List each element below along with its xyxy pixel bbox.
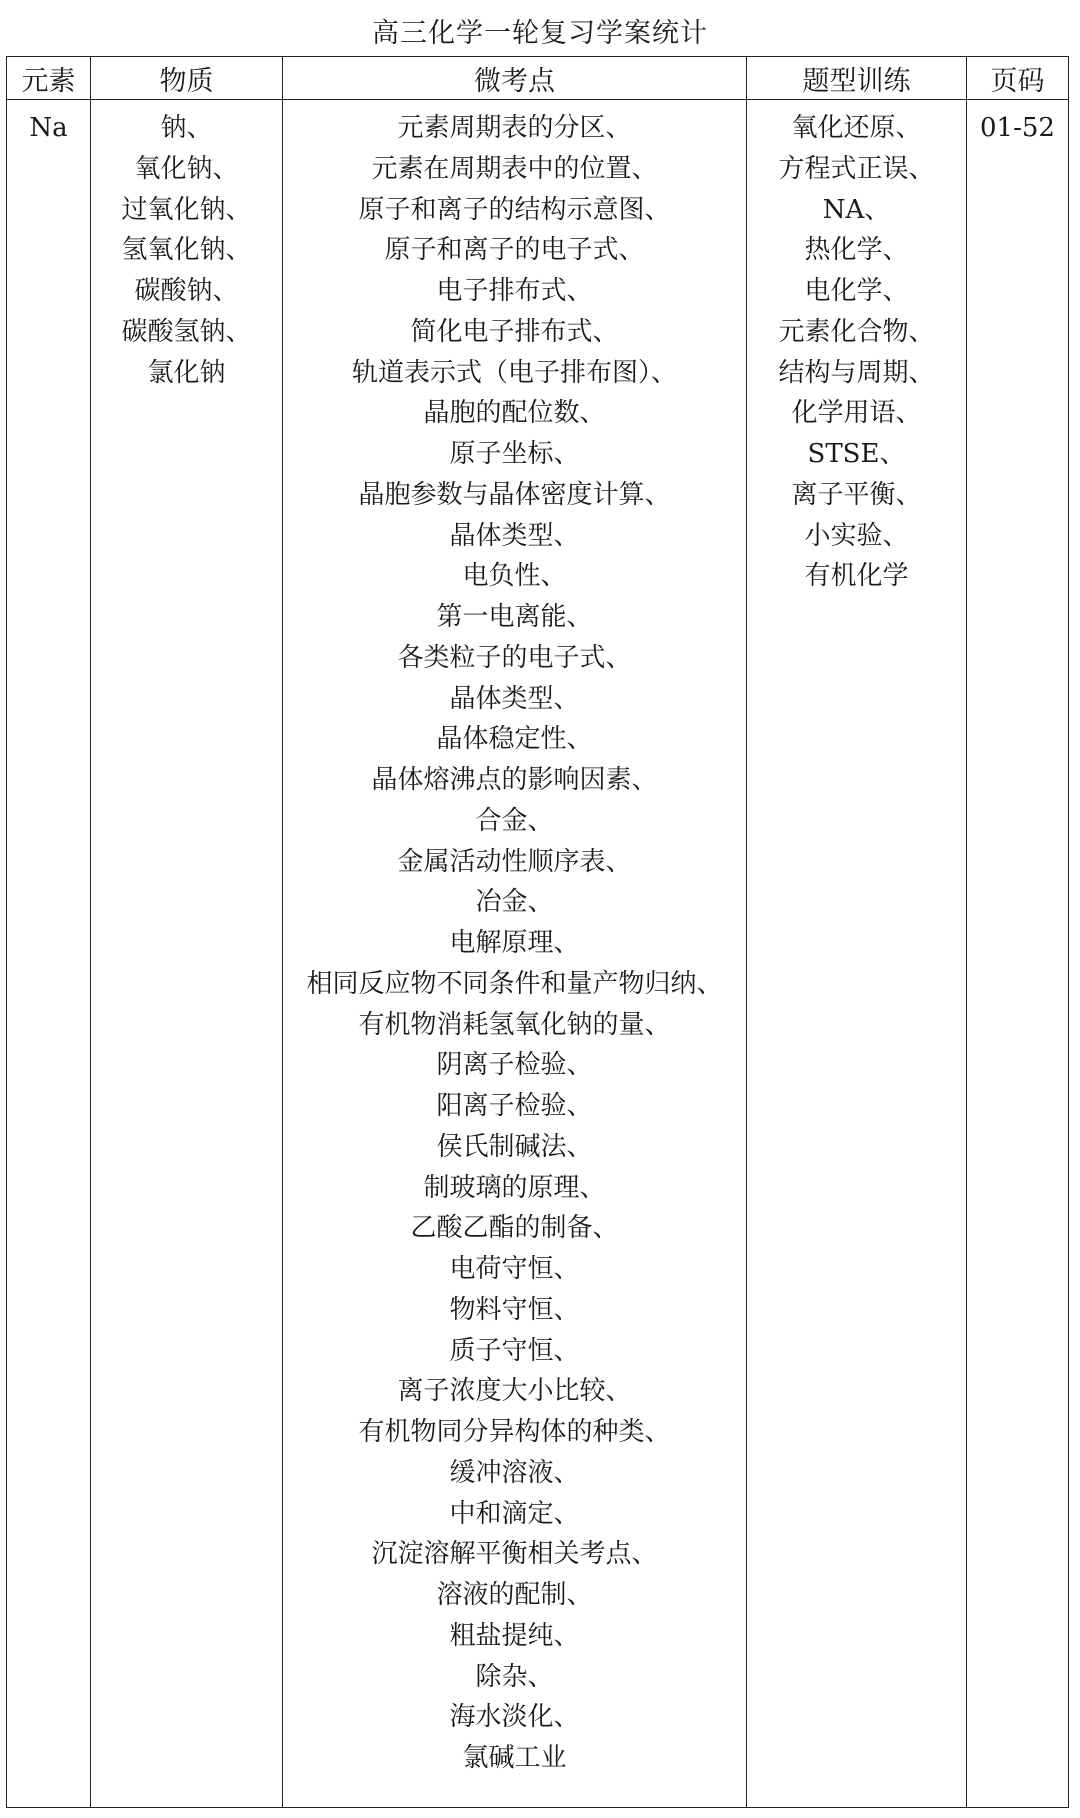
micro-point-item: 轨道表示式（电子排布图）、 [351,357,677,388]
element-symbol: Na [29,113,68,143]
micro-point-item: 晶体类型、 [449,683,580,714]
question-type-item: NA、 [822,194,891,225]
micro-point-item: 有机物同分异构体的种类、 [358,1417,671,1447]
substance-list [91,100,282,393]
micro-point-item: 离子浓度大小比较、 [397,1376,632,1407]
cell-element [7,100,91,1808]
micro-point-item: 除杂、 [475,1661,554,1692]
micro-point-item: 乙酸乙酯的制备、 [410,1213,619,1244]
micro-point-item: 物料守恒、 [449,1294,580,1325]
header-pages: 页码 [967,57,1069,100]
cell-pages [967,100,1069,1808]
header-row [7,57,1069,100]
question-type-item: 小实验、 [804,520,909,551]
micro-point-item: 金属活动性顺序表、 [397,846,632,877]
micro-point-item: 电子排布式、 [436,276,593,306]
question-type-item: 方程式正误、 [778,153,935,184]
micro-point-item: 简化电子排布式、 [410,316,619,347]
question-type-item: STSE、 [807,439,906,469]
table-row [7,100,1069,1808]
micro-point-item: 合金、 [475,805,554,836]
micro-point-list [283,100,746,1779]
substance-item: 氯化钠 [147,357,226,388]
header-micro-points: 微考点 [283,57,747,100]
micro-point-item: 晶体熔沸点的影响因素、 [371,765,658,795]
micro-point-item: 晶胞参数与晶体密度计算、 [358,479,671,510]
question-type-item: 化学用语、 [791,398,922,429]
question-type-item: 结构与周期、 [778,357,935,388]
question-type-item: 离子平衡、 [791,479,922,510]
micro-point-item: 原子坐标、 [449,439,580,469]
substance-item: 钠、 [160,113,213,143]
question-type-item: 有机化学 [804,561,909,592]
micro-point-item: 缓冲溶液、 [449,1457,580,1488]
question-type-item: 氧化还原、 [791,113,922,143]
document-title: 高三化学一轮复习学案统计 [372,18,708,49]
header-substance: 物质 [91,57,283,100]
micro-point-item: 有机物消耗氢氧化钠的量、 [358,1009,671,1040]
micro-point-item: 电负性、 [462,561,567,592]
micro-point-item: 原子和离子的电子式、 [384,235,645,266]
micro-point-item: 制玻璃的原理、 [423,1172,606,1203]
micro-point-item: 沉淀溶解平衡相关考点、 [371,1539,658,1570]
micro-point-item: 氯碱工业 [462,1743,567,1773]
substance-item: 碳酸钠、 [134,276,239,306]
statistics-table [6,56,1069,1808]
micro-point-item: 电荷守恒、 [449,1254,580,1284]
micro-point-item: 相同反应物不同条件和量产物归纳、 [306,968,723,999]
substance-item: 碳酸氢钠、 [121,316,252,347]
micro-point-item: 质子守恒、 [449,1335,580,1366]
micro-point-item: 溶液的配制、 [436,1580,593,1610]
micro-point-item: 元素周期表的分区、 [397,113,632,143]
question-type-item: 热化学、 [804,235,909,266]
micro-point-item: 各类粒子的电子式、 [397,642,632,673]
question-type-item: 元素化合物、 [778,316,935,347]
micro-point-item: 晶体稳定性、 [436,724,593,755]
header-element: 元素 [7,57,91,100]
cell-micro-points [283,100,747,1808]
micro-point-item: 阳离子检验、 [436,1091,593,1121]
substance-item: 氢氧化钠、 [121,235,252,266]
page-range: 01-52 [980,113,1055,143]
cell-substances [91,100,283,1808]
micro-point-item: 元素在周期表中的位置、 [371,153,658,184]
micro-point-item: 粗盐提纯、 [449,1620,580,1651]
question-type-item: 电化学、 [804,276,909,306]
micro-point-item: 晶体类型、 [449,520,580,551]
cell-question-types [747,100,967,1808]
substance-item: 氧化钠、 [134,153,239,184]
micro-point-item: 冶金、 [475,887,554,918]
micro-point-item: 第一电离能、 [436,602,593,632]
micro-point-item: 侯氏制碱法、 [436,1131,593,1162]
micro-point-item: 原子和离子的结构示意图、 [358,194,671,225]
question-type-list [747,100,966,597]
substance-item: 过氧化钠、 [121,194,252,225]
header-question-types: 题型训练 [747,57,967,100]
micro-point-item: 阴离子检验、 [436,1050,593,1081]
micro-point-item: 海水淡化、 [449,1702,580,1733]
micro-point-item: 晶胞的配位数、 [423,398,606,429]
micro-point-item: 中和滴定、 [449,1498,580,1529]
micro-point-item: 电解原理、 [449,928,580,958]
